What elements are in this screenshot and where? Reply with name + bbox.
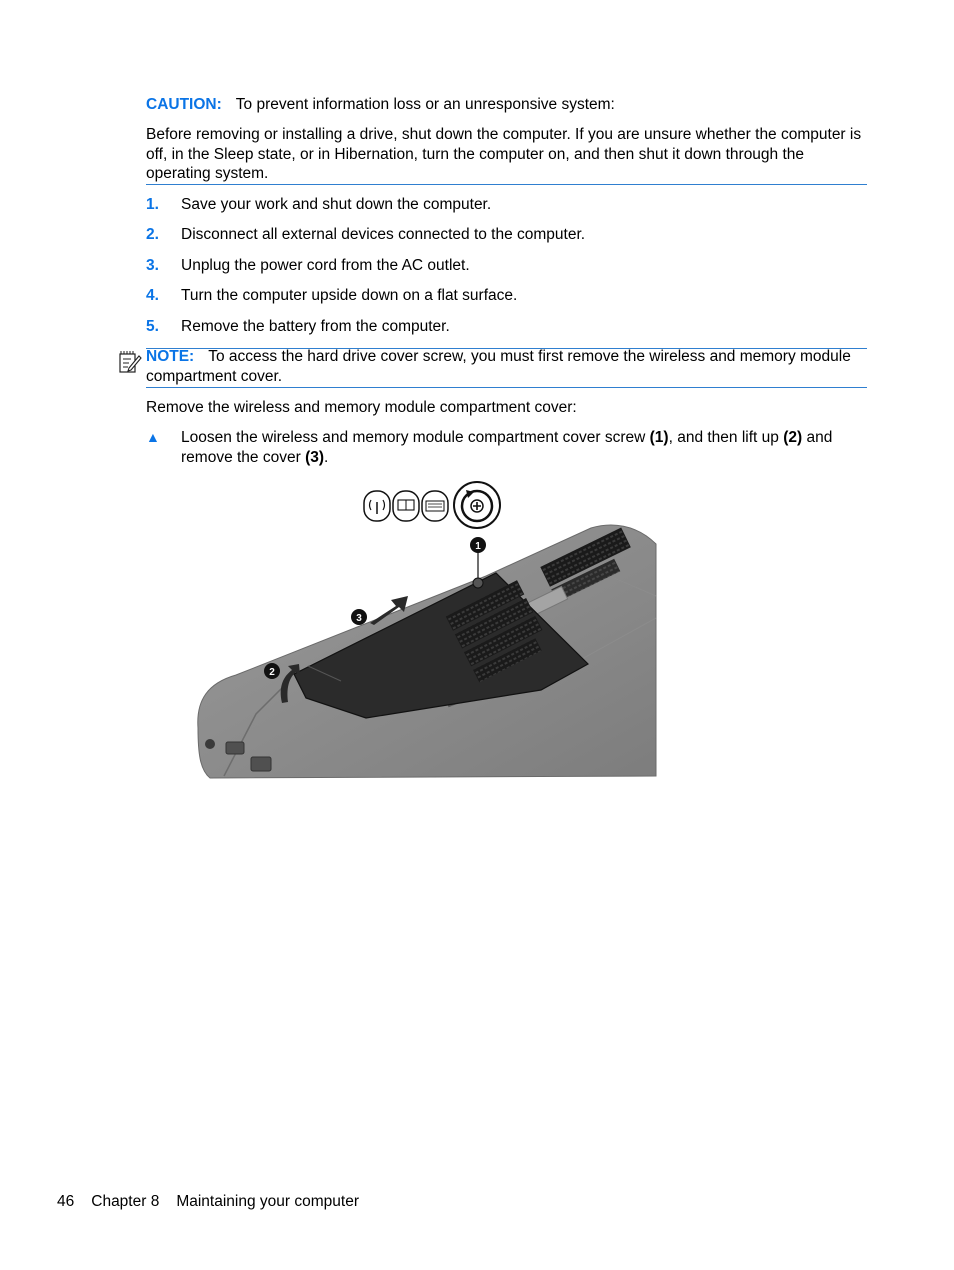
page-number: 46: [57, 1193, 75, 1210]
note-rule-bottom: [146, 387, 867, 388]
caution-text: To prevent information loss or an unresponsive system:: [235, 96, 615, 113]
step-number: 1.: [146, 196, 159, 213]
usb-port: [226, 742, 244, 754]
step-text: Unplug the power cord from the AC outlet.: [181, 257, 470, 274]
caution-label: CAUTION:: [146, 96, 222, 113]
step-text: Disconnect all external devices connected to the computer.: [181, 226, 586, 243]
screw-rotate-icon: [454, 482, 500, 528]
callout-ref-2: (2): [783, 429, 803, 446]
callout-ref-1: (1): [649, 429, 669, 446]
keyboard-icon: [422, 491, 448, 521]
note-label: NOTE:: [146, 348, 195, 365]
instruction-text: Remove the wireless and memory module compartment cover:: [146, 399, 577, 416]
cover-screw: [473, 578, 483, 588]
step-number: 4.: [146, 287, 159, 304]
chapter-title: Maintaining your computer: [176, 1193, 359, 1210]
bullet-text-part: .: [324, 448, 329, 466]
callout-1-label: 1: [475, 541, 481, 552]
step-number: 2.: [146, 226, 159, 243]
step-number: 5.: [146, 318, 159, 335]
page-footer: [57, 1192, 376, 1211]
bullet-text-part: Loosen the wireless and memory module compartment cover screw: [181, 429, 650, 446]
usb-port: [251, 757, 271, 771]
callout-3-label: 3: [356, 613, 362, 624]
step-text: Remove the battery from the computer.: [181, 318, 450, 335]
note-text: To access the hard drive cover screw, you must first remove the wireless and memory module compartment cover.: [146, 348, 851, 385]
step-text: Turn the computer upside down on a flat surface.: [181, 287, 518, 304]
chapter-label: Chapter 8: [91, 1193, 160, 1210]
step-text: Save your work and shut down the computer.: [181, 196, 492, 213]
bullet-text-part: , and then lift up: [668, 429, 784, 446]
note-pencil-icon: [118, 349, 142, 375]
memory-module-icon: [393, 491, 419, 521]
bullet-text-part: and remove the cover: [181, 429, 833, 466]
wireless-icon: [364, 491, 390, 521]
compartment-cover-illustration: [196, 478, 660, 782]
caution-line: [146, 95, 866, 115]
caution-body: Before removing or installing a drive, shut down the computer. If you are unsure whether the computer is off, in the Sleep state, or in Hibernation, turn the computer on, and then shut it down through the operating system.: [146, 126, 862, 182]
callout-2-label: 2: [269, 667, 275, 678]
callout-ref-3: (3): [305, 448, 325, 466]
caution-rule: [146, 184, 867, 185]
step-number: 3.: [146, 257, 159, 274]
triangle-bullet-icon: ▲: [146, 429, 160, 445]
bullet-text: [181, 428, 866, 467]
note-block: [146, 347, 866, 386]
